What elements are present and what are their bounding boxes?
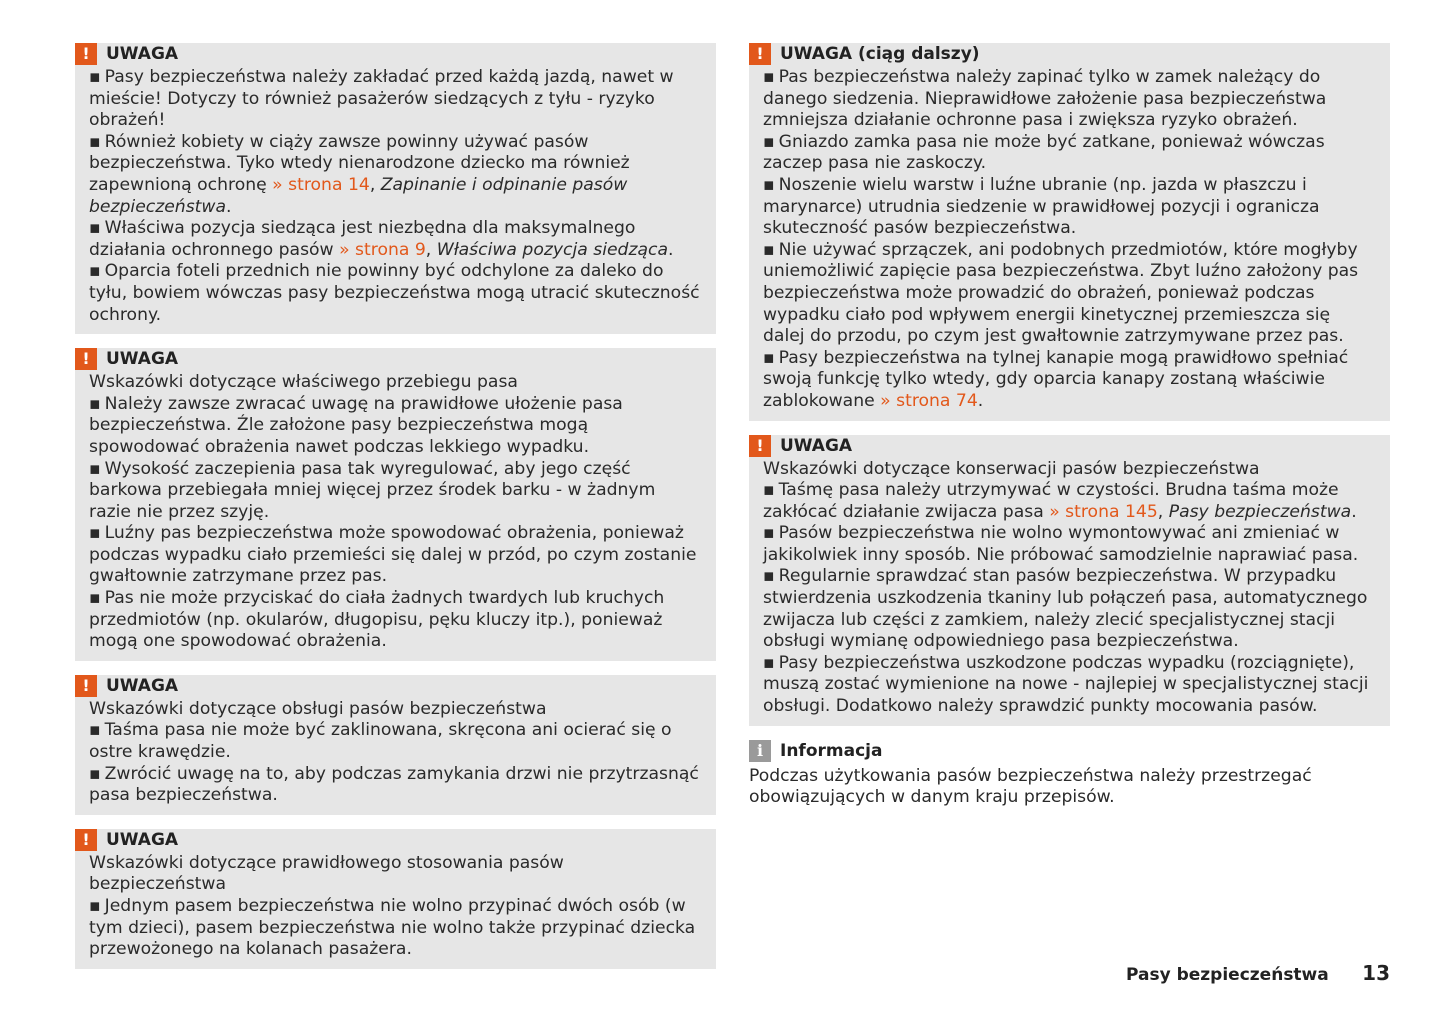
warning-item: ▪ Pas nie może przyciskać do ciała żadnych twardych lub kruchych przedmiotów (np. okularów, długopisu, pęku kluczy itp.), ponieważ mogą one spowodować obrażenia. xyxy=(89,588,702,653)
info-icon: i xyxy=(749,740,771,762)
warning-header xyxy=(749,435,1376,458)
page-reference-link[interactable]: » strona 74 xyxy=(880,390,978,411)
warning-item: ▪ Jednym pasem bezpieczeństwa nie wolno przypinać dwóch osób (w tym dzieci), pasem bezpieczeństwa nie wolno także przypinać dziecka przewożonego na kolanach pasażera. xyxy=(89,896,702,961)
warning-box xyxy=(749,43,1390,421)
warning-icon: ! xyxy=(749,43,771,65)
warning-box xyxy=(75,829,716,969)
warning-item: ▪ Również kobiety w ciąży zawsze powinny używać pasów bezpieczeństwa. Tyko wtedy nienarodzone dziecko ma również zapewnioną ochronę » strona 14, Zapinanie i odpinanie pasów bezpieczeństwa. xyxy=(89,132,702,218)
warning-header xyxy=(75,348,702,371)
warning-item: ▪ Zwrócić uwagę na to, aby podczas zamykania drzwi nie przytrzasnąć pasa bezpieczeństwa. xyxy=(89,764,702,807)
warning-subtitle: Wskazówki dotyczące właściwego przebiegu pasa xyxy=(89,372,518,393)
warning-item: ▪ Oparcia foteli przednich nie powinny być odchylone za daleko do tyłu, bowiem wówczas pasy bezpieczeństwa mogą utracić skuteczność ochrony. xyxy=(89,261,702,326)
warning-item: ▪ Pasy bezpieczeństwa na tylnej kanapie mogą prawidłowo spełniać swoją funkcję tylko wtedy, gdy oparcia kanapy zostaną właściwie zablokowane » strona 74. xyxy=(763,348,1376,413)
warning-subtitle: Wskazówki dotyczące prawidłowego stosowania pasów bezpieczeństwa xyxy=(89,852,564,895)
info-block xyxy=(749,740,1390,809)
warning-subtitle: Wskazówki dotyczące konserwacji pasów bezpieczeństwa xyxy=(763,458,1260,479)
warning-box xyxy=(75,43,716,334)
info-title: Informacja xyxy=(780,740,883,761)
info-header xyxy=(749,740,1390,764)
warning-item: ▪ Taśmę pasa należy utrzymywać w czystości. Brudna taśma może zakłócać działanie zwijacza pasa » strona 145, Pasy bezpieczeństwa. xyxy=(763,480,1376,523)
warning-item: ▪ Pas bezpieczeństwa należy zapinać tylko w zamek należący do danego siedzenia. Nieprawidłowe założenie pasa bezpieczeństwa zmniejsza działanie ochronne pasa i zwiększa ryzyko obrażeń. xyxy=(763,67,1376,132)
warning-title: UWAGA (ciąg dalszy) xyxy=(780,44,980,64)
info-text: Podczas użytkowania pasów bezpieczeństwa należy przestrzegać obowiązujących w danym kraju przepisów. xyxy=(749,765,1312,808)
page-footer xyxy=(1126,960,1390,986)
warning-item: ▪ Taśma pasa nie może być zaklinowana, skręcona ani ocierać się o ostre krawędzie. xyxy=(89,720,702,763)
warning-header xyxy=(75,675,702,698)
warning-icon: ! xyxy=(75,675,97,697)
warning-item: ▪ Właściwa pozycja siedząca jest niezbędna dla maksymalnego działania ochronnego pasów » strona 9, Właściwa pozycja siedząca. xyxy=(89,218,702,261)
warning-box xyxy=(75,675,716,815)
warning-item: ▪ Należy zawsze zwracać uwagę na prawidłowe ułożenie pasa bezpieczeństwa. Źle założone pasy bezpieczeństwa mogą spowodować obrażenia nawet podczas lekkiego wypadku. xyxy=(89,394,702,459)
warning-item: ▪ Pasy bezpieczeństwa należy zakładać przed każdą jazdą, nawet w mieście! Dotyczy to również pasażerów siedzących z tyłu - ryzyko obrażeń! xyxy=(89,67,702,132)
warning-icon: ! xyxy=(75,43,97,65)
warning-title: UWAGA xyxy=(106,44,179,64)
page-number: 13 xyxy=(1362,961,1390,985)
warning-item: ▪ Pasy bezpieczeństwa uszkodzone podczas wypadku (rozciągnięte), muszą zostać wymienione na nowe - najlepiej w specjalistycznej stacji obsługi. Dodatkowo należy sprawdzić punkty mocowania pasów. xyxy=(763,653,1376,718)
warning-title: UWAGA xyxy=(106,349,179,370)
warning-header xyxy=(75,43,702,66)
warning-item: ▪ Luźny pas bezpieczeństwa może spowodować obrażenia, ponieważ podczas wypadku ciało przemieści się dalej w przód, po czym zostanie gwałtownie zatrzymane przez pas. xyxy=(89,523,702,588)
warning-item: ▪ Nie używać sprzączek, ani podobnych przedmiotów, które mogłyby uniemożliwić zapięcie pasa bezpieczeństwa. Zbyt luźno założony pas bezpieczeństwa może prowadzić do obrażeń, ponieważ podczas wypadku ciało pod wpływem energii kinetycznej przemieszcza się dalej do przodu, po czym jest gwałtownie zatrzymywane przez pas. xyxy=(763,240,1376,348)
warning-item: ▪ Noszenie wielu warstw i luźne ubranie (np. jazda w płaszczu i marynarce) utrudnia siedzenie w prawidłowej pozycji i ogranicza skuteczność pasów bezpieczeństwa. xyxy=(763,175,1376,240)
page-reference-link[interactable]: » strona 9 xyxy=(339,239,426,260)
warning-icon: ! xyxy=(75,348,97,370)
warning-title: UWAGA xyxy=(106,675,179,696)
warning-box xyxy=(749,435,1390,726)
warning-header xyxy=(75,829,702,852)
warning-item: ▪ Regularnie sprawdzać stan pasów bezpieczeństwa. W przypadku stwierdzenia uszkodzenia tkaniny lub połączeń pasa, automatycznego zwijacza lub części z zamkiem, należy zlecić specjalistycznej stacji obsługi wymianę odpowiedniego pasa bezpieczeństwa. xyxy=(763,566,1376,652)
warning-item: ▪ Pasów bezpieczeństwa nie wolno wymontowywać ani zmieniać w jakikolwiek inny sposób. Nie próbować samodzielnie naprawiać pasa. xyxy=(763,523,1376,566)
warning-title: UWAGA xyxy=(780,435,853,456)
right-column xyxy=(749,43,1390,809)
warning-item: ▪ Gniazdo zamka pasa nie może być zatkane, ponieważ wówczas zaczep pasa nie zaskoczy. xyxy=(763,132,1376,175)
warning-icon: ! xyxy=(75,829,97,851)
footer-section-title: Pasy bezpieczeństwa xyxy=(1126,965,1329,985)
warning-item: ▪ Wysokość zaczepienia pasa tak wyregulować, aby jego część barkowa przebiegała mniej więcej przez środek barku - w żadnym razie nie przez szyję. xyxy=(89,459,702,524)
left-column xyxy=(75,43,716,969)
page-reference-link[interactable]: » strona 145 xyxy=(1049,501,1158,522)
warning-icon: ! xyxy=(749,435,771,457)
warning-subtitle: Wskazówki dotyczące obsługi pasów bezpieczeństwa xyxy=(89,698,547,719)
warning-box xyxy=(75,348,716,661)
warning-header xyxy=(749,43,1376,66)
warning-title: UWAGA xyxy=(106,829,179,850)
page-reference-link[interactable]: » strona 14 xyxy=(272,174,370,195)
